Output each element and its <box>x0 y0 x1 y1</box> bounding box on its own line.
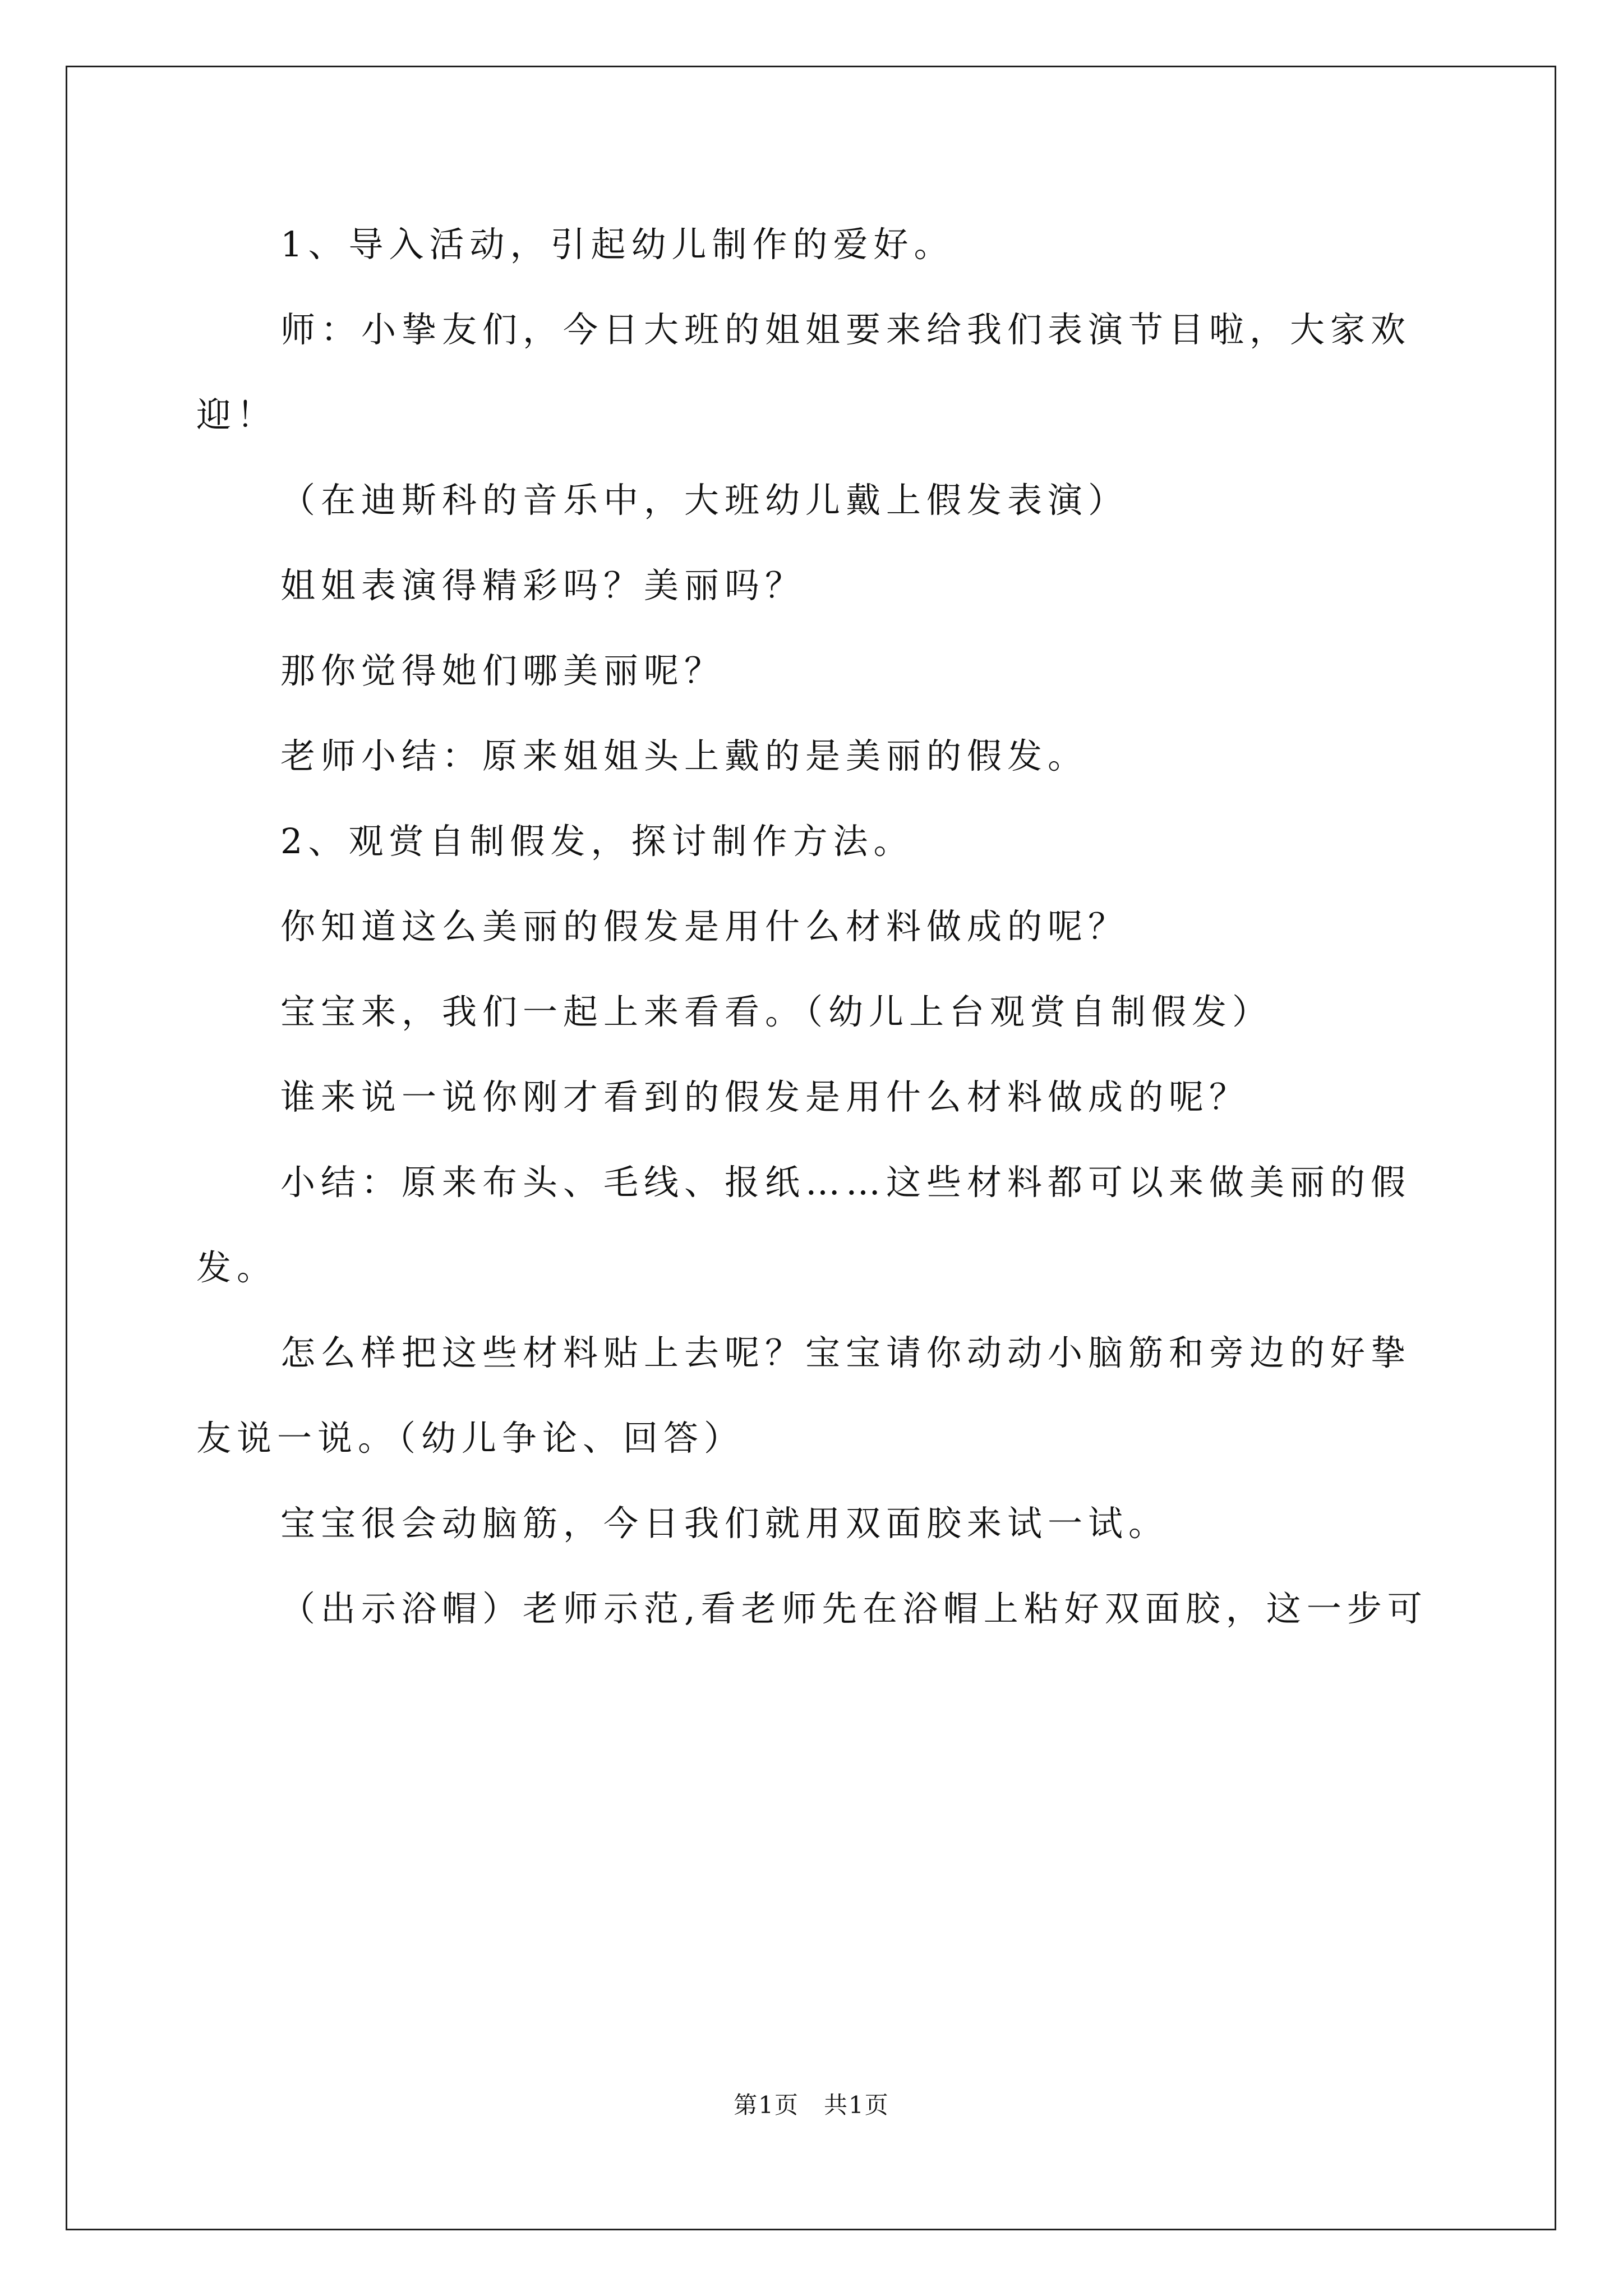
paragraph: （出示浴帽）老师示范,看老师先在浴帽上粘好双面胶，这一步可 <box>280 1588 1428 1629</box>
paragraph: 你知道这么美丽的假发是用什么材料做成的呢？ <box>280 906 1129 947</box>
document-body <box>196 202 1441 1651</box>
page-number: 第1页 <box>734 2091 799 2119</box>
paragraph: 谁来说一说你刚才看到的假发是用什么材料做成的呢？ <box>280 1076 1250 1117</box>
paragraph: 宝宝很会动脑筋，今日我们就用双面胶来试一试。 <box>280 1503 1169 1544</box>
paragraph: 怎么样把这些材料贴上去呢？宝宝请你动动小脑筋和旁边的好挚友说一说。（幼儿争论、回答） <box>196 1332 1412 1458</box>
paragraph: 师：小挚友们，今日大班的姐姐要来给我们表演节目啦，大家欢迎！ <box>196 309 1412 435</box>
paragraph: 1、导入活动，引起幼儿制作的爱好。 <box>280 224 955 265</box>
paragraph: 姐姐表演得精彩吗？美丽吗？ <box>280 565 806 606</box>
paragraph: 小结：原来布头、毛线、报纸……这些材料都可以来做美丽的假发。 <box>196 1162 1412 1288</box>
paragraph: 那你觉得她们哪美丽呢？ <box>280 650 725 691</box>
paragraph: 老师小结：原来姐姐头上戴的是美丽的假发。 <box>280 735 1089 776</box>
paragraph: （在迪斯科的音乐中，大班幼儿戴上假发表演） <box>280 480 1129 521</box>
page-total: 共1页 <box>824 2091 889 2119</box>
paragraph: 宝宝来，我们一起上来看看。（幼儿上台观赏自制假发） <box>280 991 1273 1032</box>
paragraph: 2、观赏自制假发，探讨制作方法。 <box>280 821 914 862</box>
page-footer <box>0 2087 1623 2120</box>
